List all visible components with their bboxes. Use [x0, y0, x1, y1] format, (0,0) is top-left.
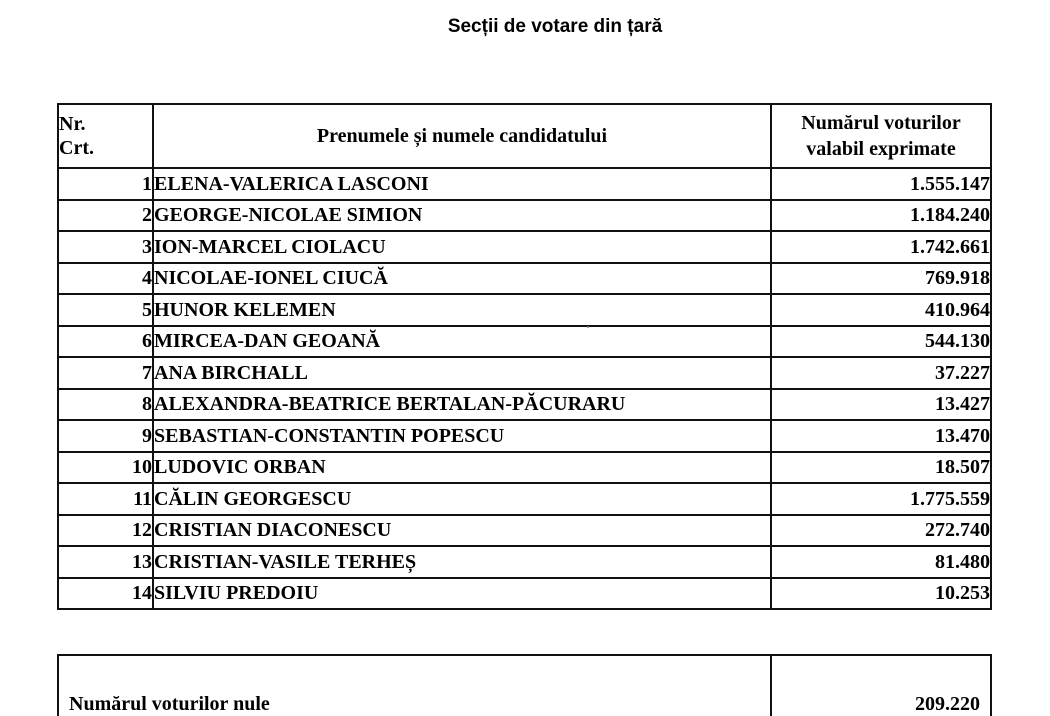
page-title: Secții de votare din țară: [447, 16, 663, 37]
table-row: [58, 420, 991, 452]
summary-row: [58, 655, 991, 716]
row-candidate-name: NICOLAE-IONEL CIUCĂ: [153, 263, 771, 295]
table-row: [58, 357, 991, 389]
row-nr: 13: [58, 546, 153, 578]
header-nr: [58, 104, 153, 168]
header-nr-line1: Nr.: [59, 113, 86, 135]
null-votes-value: 209.220: [771, 655, 991, 716]
header-votes: [771, 104, 991, 168]
row-votes: 1.555.147: [771, 168, 991, 200]
row-votes: 13.427: [771, 389, 991, 421]
results-table: [57, 103, 992, 610]
row-candidate-name: ION-MARCEL CIOLACU: [153, 231, 771, 263]
row-votes: 1.775.559: [771, 483, 991, 515]
row-candidate-name: CRISTIAN-VASILE TERHEȘ: [153, 546, 771, 578]
table-row: [58, 263, 991, 295]
summary-table: [57, 654, 992, 716]
row-votes: 1.742.661: [771, 231, 991, 263]
row-votes: 81.480: [771, 546, 991, 578]
row-candidate-name: ELENA-VALERICA LASCONI: [153, 168, 771, 200]
row-nr: 6: [58, 326, 153, 358]
row-nr: 7: [58, 357, 153, 389]
row-nr: 14: [58, 578, 153, 610]
row-votes: 10.253: [771, 578, 991, 610]
row-candidate-name: MIRCEA-DAN GEOANĂ: [153, 326, 771, 358]
row-nr: 3: [58, 231, 153, 263]
table-row: [58, 483, 991, 515]
row-votes: 410.964: [771, 294, 991, 326]
header-name: Prenumele și numele candidatului: [153, 104, 771, 168]
row-candidate-name: ANA BIRCHALL: [153, 357, 771, 389]
row-candidate-name: SILVIU PREDOIU: [153, 578, 771, 610]
row-votes: 18.507: [771, 452, 991, 484]
header-nr-line2: Crt.: [59, 137, 94, 159]
row-nr: 8: [58, 389, 153, 421]
row-nr: 11: [58, 483, 153, 515]
row-candidate-name: GEORGE-NICOLAE SIMION: [153, 200, 771, 232]
header-votes-line1: Numărul voturilor: [801, 112, 961, 134]
null-votes-label: Numărul voturilor nule: [58, 655, 771, 716]
row-candidate-name: SEBASTIAN-CONSTANTIN POPESCU: [153, 420, 771, 452]
row-candidate-name: CĂLIN GEORGESCU: [153, 483, 771, 515]
row-votes: 769.918: [771, 263, 991, 295]
row-votes: 544.130: [771, 326, 991, 358]
table-header-row: [58, 104, 991, 168]
table-row: [58, 200, 991, 232]
table-row: [58, 168, 991, 200]
row-votes: 1.184.240: [771, 200, 991, 232]
row-candidate-name: HUNOR KELEMEN: [153, 294, 771, 326]
table-row: [58, 452, 991, 484]
table-row: [58, 294, 991, 326]
row-votes: 37.227: [771, 357, 991, 389]
row-nr: 2: [58, 200, 153, 232]
table-row: [58, 578, 991, 610]
row-candidate-name: ALEXANDRA-BEATRICE BERTALAN-PĂCURARU: [153, 389, 771, 421]
row-nr: 9: [58, 420, 153, 452]
header-votes-line2: valabil exprimate: [806, 138, 956, 160]
row-nr: 5: [58, 294, 153, 326]
row-nr: 10: [58, 452, 153, 484]
table-row: [58, 515, 991, 547]
row-votes: 272.740: [771, 515, 991, 547]
table-row: [58, 546, 991, 578]
table-row: [58, 326, 991, 358]
row-candidate-name: LUDOVIC ORBAN: [153, 452, 771, 484]
table-row: [58, 389, 991, 421]
row-nr: 12: [58, 515, 153, 547]
row-nr: 4: [58, 263, 153, 295]
scan-speck: [587, 326, 589, 328]
row-nr: 1: [58, 168, 153, 200]
row-votes: 13.470: [771, 420, 991, 452]
table-row: [58, 231, 991, 263]
row-candidate-name: CRISTIAN DIACONESCU: [153, 515, 771, 547]
